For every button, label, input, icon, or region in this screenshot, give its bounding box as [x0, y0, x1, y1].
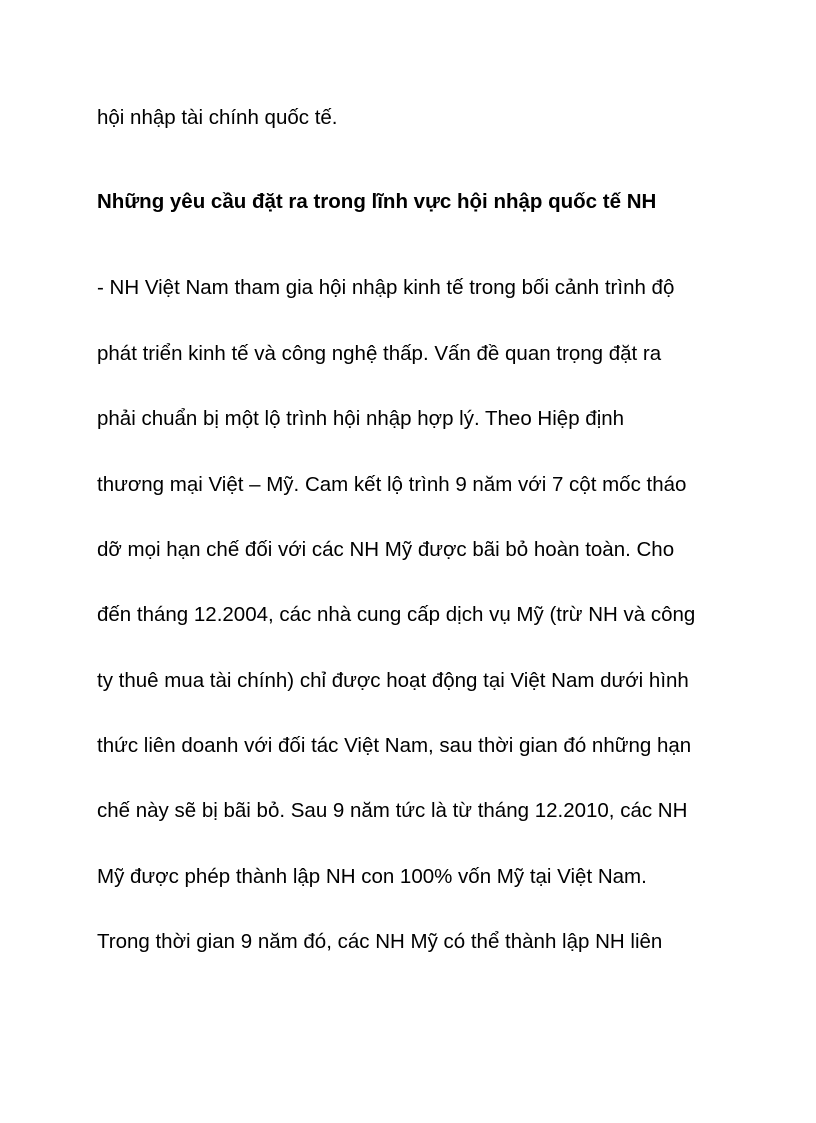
paragraph-line: ty thuê mua tài chính) chỉ được hoạt động tại Việt Nam dưới hình [97, 669, 689, 692]
paragraph-line: dỡ mọi hạn chế đối với các NH Mỹ được bãi bỏ hoàn toàn. Cho [97, 538, 675, 561]
paragraph-line: thương mại Việt – Mỹ. Cam kết lộ trình 9 năm với 7 cột mốc tháo [97, 473, 687, 496]
paragraph-line: chế này sẽ bị bãi bỏ. Sau 9 năm tức là từ tháng 12.2010, các NH [97, 799, 688, 822]
section-heading: Những yêu cầu đặt ra trong lĩnh vực hội nhập quốc tế NH [97, 190, 657, 213]
paragraph-line: phải chuẩn bị một lộ trình hội nhập hợp lý. Theo Hiệp định [97, 407, 625, 430]
intro-line: hội nhập tài chính quốc tế. [97, 106, 338, 129]
paragraph-line: Mỹ được phép thành lập NH con 100% vốn Mỹ tại Việt Nam. [97, 865, 647, 888]
paragraph-line: Trong thời gian 9 năm đó, các NH Mỹ có thể thành lập NH liên [97, 930, 663, 953]
paragraph-line: - NH Việt Nam tham gia hội nhập kinh tế trong bối cảnh trình độ [97, 276, 675, 299]
paragraph-line: phát triển kinh tế và công nghệ thấp. Vấn đề quan trọng đặt ra [97, 342, 662, 365]
paragraph-line: đến tháng 12.2004, các nhà cung cấp dịch vụ Mỹ (trừ NH và công [97, 603, 696, 626]
paragraph-line: thức liên doanh với đối tác Việt Nam, sau thời gian đó những hạn [97, 734, 692, 757]
